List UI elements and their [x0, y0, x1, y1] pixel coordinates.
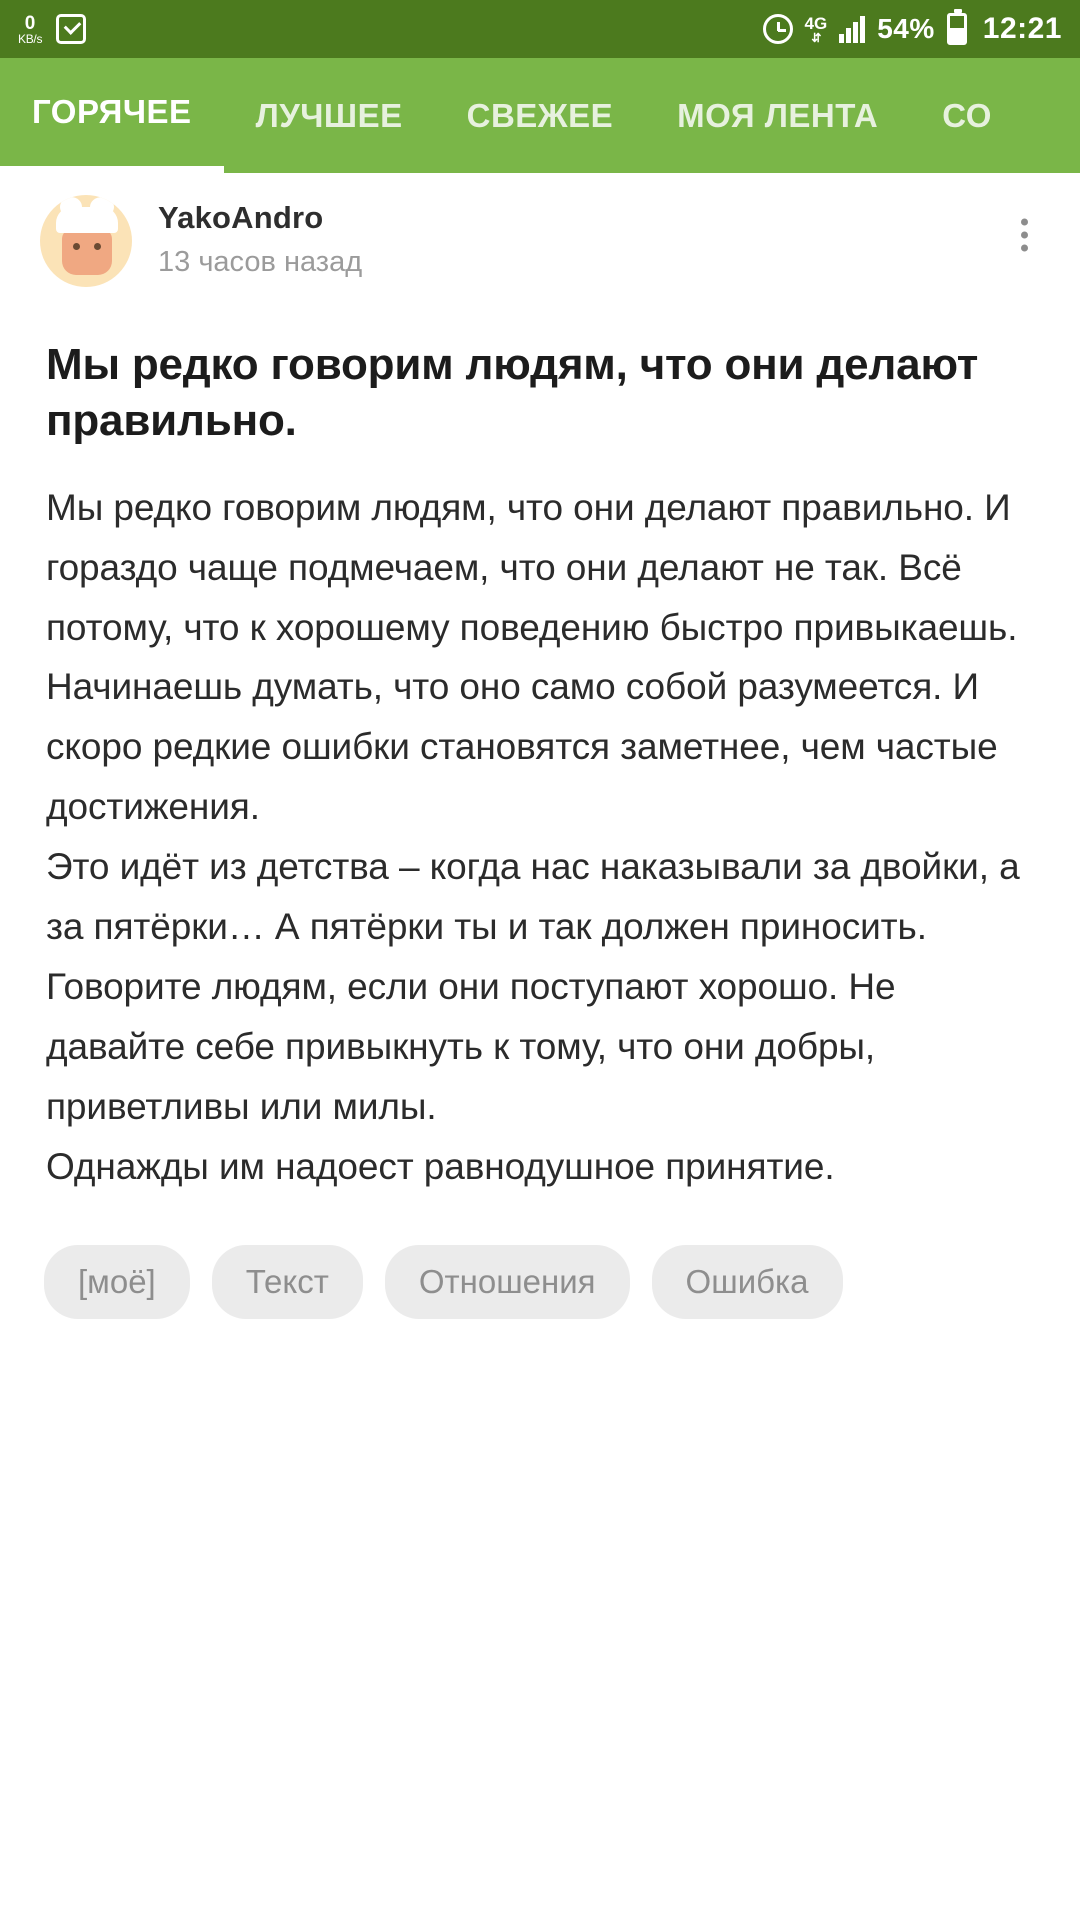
tab-bar[interactable]: [0, 58, 1080, 173]
post-body: [0, 450, 1080, 1197]
post-timestamp: 13 часов назад: [158, 246, 363, 279]
tab-fresh[interactable]: СВЕЖЕЕ: [466, 96, 614, 134]
checkbox-icon: [56, 14, 86, 44]
post-card: [0, 173, 1080, 1319]
post-author-name[interactable]: YakoAndro: [158, 200, 324, 236]
avatar[interactable]: [40, 195, 132, 287]
post-header: [0, 173, 1080, 297]
tag-mistake[interactable]: Ошибка: [652, 1245, 843, 1319]
post-paragraph-2: Это идёт из детства – когда нас наказывали за двойки, а за пятёрки… А пятёрки ты и так должен приносить. Говорите людям, если они поступают хорошо. Не давайте себе привыкнуть к тому, что они добры, приветливы или милы.: [46, 846, 1020, 1127]
status-bar: [0, 0, 1080, 58]
network-speed-unit: KB/s: [18, 31, 43, 46]
avatar-face-icon: [62, 229, 112, 275]
tab-hot[interactable]: ГОРЯЧЕЕ: [0, 58, 224, 173]
post-author-meta: [158, 199, 362, 282]
network-speed-value: 0: [24, 12, 36, 34]
network-type-label: 4G: [804, 13, 828, 33]
avatar-chef-hat-icon: [56, 207, 118, 233]
network-type-indicator: [805, 15, 828, 44]
tag-mine[interactable]: [моё]: [44, 1245, 190, 1319]
tab-my-feed[interactable]: МОЯ ЛЕНТА: [677, 96, 879, 134]
alarm-icon: [763, 14, 793, 44]
tag-text[interactable]: Текст: [212, 1245, 363, 1319]
clock-label: 12:21: [982, 12, 1062, 45]
network-speed-indicator: [18, 14, 42, 45]
tab-communities[interactable]: СО: [942, 96, 992, 134]
post-paragraph-1: Мы редко говорим людям, что они делают правильно. И гораздо чаще подмечаем, что они делают не так. Всё потому, что к хорошему поведению быстро привыкаешь. Начинаешь думать, что оно само собой разумеется. И скоро редкие ошибки становятся заметнее, чем частые достижения.: [46, 486, 1018, 828]
post-title: Мы редко говорим людям, что они делают правильно.: [46, 340, 979, 446]
status-bar-right: [763, 12, 1062, 46]
battery-icon: [947, 13, 967, 45]
tab-best[interactable]: ЛУЧШЕЕ: [255, 96, 403, 134]
post-paragraph-3: Однажды им надоест равнодушное принятие.: [46, 1145, 835, 1187]
data-transfer-arrows-icon: ⇵: [811, 30, 821, 45]
battery-percent-label: 54%: [877, 13, 935, 44]
more-vertical-icon[interactable]: [1011, 209, 1038, 262]
tag-relationships[interactable]: Отношения: [385, 1245, 630, 1319]
signal-bars-icon: [839, 15, 865, 43]
status-bar-left: [18, 14, 86, 45]
post-tags: [0, 1197, 1080, 1319]
